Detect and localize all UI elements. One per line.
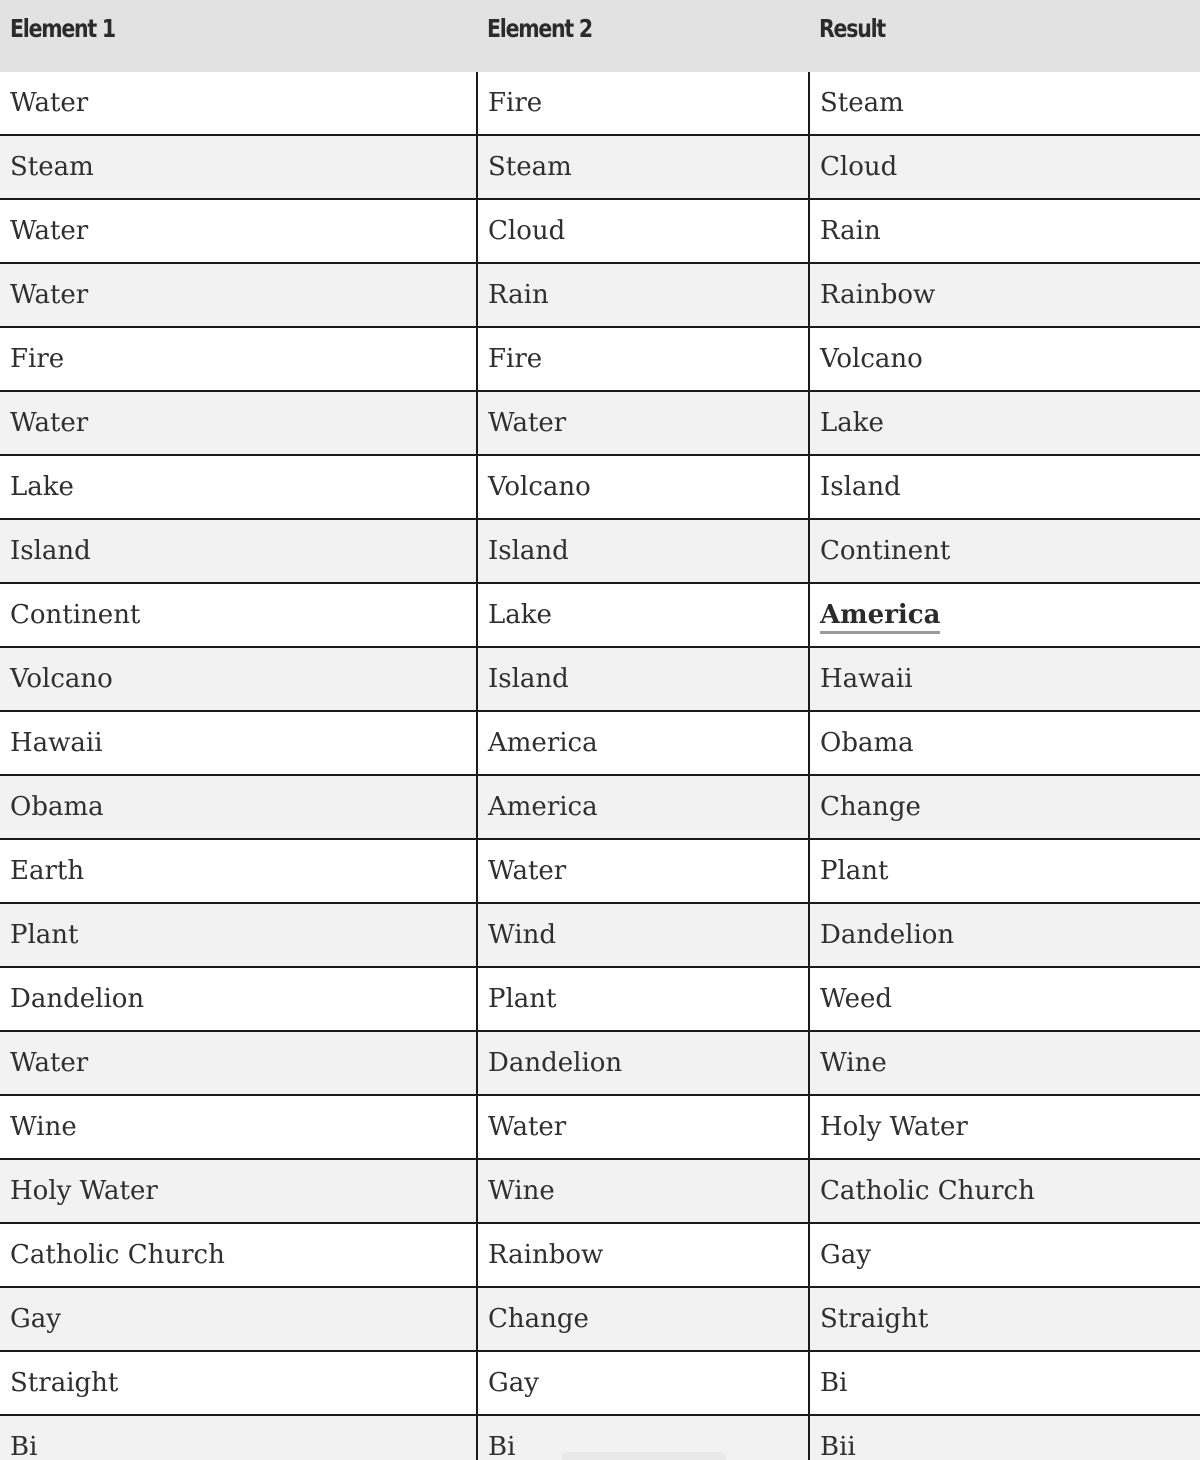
table-row [0, 135, 1200, 199]
table-cell: Cloud [477, 199, 809, 263]
table-cell: Lake [0, 455, 477, 519]
table-cell: Bi [809, 1351, 1200, 1415]
table-cell: Change [477, 1287, 809, 1351]
header-element-1: Element 1 [0, 0, 477, 72]
table-cell: Wine [0, 1095, 477, 1159]
table-cell: Cloud [809, 135, 1200, 199]
table-row [0, 1223, 1200, 1287]
table-body [0, 72, 1200, 1460]
table-cell: Wine [809, 1031, 1200, 1095]
header-row [0, 0, 1200, 72]
table-cell: Rain [809, 199, 1200, 263]
table-cell: Obama [809, 711, 1200, 775]
table-cell: Lake [809, 391, 1200, 455]
table-cell: Dandelion [0, 967, 477, 1031]
table-row [0, 1287, 1200, 1351]
table-cell: Island [0, 519, 477, 583]
header-result: Result [809, 0, 1200, 72]
table-row [0, 1031, 1200, 1095]
table-cell: Plant [809, 839, 1200, 903]
table-cell: Lake [477, 583, 809, 647]
table-row [0, 519, 1200, 583]
table-cell: Change [809, 775, 1200, 839]
table-cell: America [477, 775, 809, 839]
table-cell: Holy Water [809, 1095, 1200, 1159]
table-row [0, 903, 1200, 967]
table-cell: Steam [0, 135, 477, 199]
table-cell: Bi [477, 1415, 809, 1460]
table-cell: Dandelion [477, 1031, 809, 1095]
table-cell: Hawaii [809, 647, 1200, 711]
table-cell: Plant [477, 967, 809, 1031]
table-cell: Water [477, 391, 809, 455]
table-cell: Water [477, 1095, 809, 1159]
table-row [0, 839, 1200, 903]
table-cell: Water [0, 263, 477, 327]
table-cell: Island [477, 647, 809, 711]
table-cell: Volcano [0, 647, 477, 711]
table-cell: Wind [477, 903, 809, 967]
table-cell: Gay [0, 1287, 477, 1351]
table-cell: Volcano [809, 327, 1200, 391]
table-cell: Island [477, 519, 809, 583]
table-row [0, 1159, 1200, 1223]
table-cell: Hawaii [0, 711, 477, 775]
result-link[interactable]: America [820, 600, 940, 634]
table-cell: Steam [477, 135, 809, 199]
table-cell: Rainbow [809, 263, 1200, 327]
table-row [0, 775, 1200, 839]
table-row [0, 711, 1200, 775]
table-cell: Fire [0, 327, 477, 391]
table-cell: Gay [477, 1351, 809, 1415]
table-row [0, 647, 1200, 711]
table-cell: Fire [477, 72, 809, 135]
table-row [0, 967, 1200, 1031]
table-row [0, 263, 1200, 327]
table-cell: Water [0, 72, 477, 135]
table-row [0, 455, 1200, 519]
table-cell: Steam [809, 72, 1200, 135]
table-cell: America [477, 711, 809, 775]
table-cell: Water [0, 391, 477, 455]
table-cell: Bi [0, 1415, 477, 1460]
table-cell: Bii [809, 1415, 1200, 1460]
table-cell: Straight [809, 1287, 1200, 1351]
table-cell: Obama [0, 775, 477, 839]
table-cell: Catholic Church [809, 1159, 1200, 1223]
table-cell: Wine [477, 1159, 809, 1223]
table-cell: Straight [0, 1351, 477, 1415]
table-cell [809, 583, 1200, 647]
table-row [0, 1095, 1200, 1159]
table-cell: Dandelion [809, 903, 1200, 967]
table-cell: Fire [477, 327, 809, 391]
table-cell: Water [0, 199, 477, 263]
table-cell: Holy Water [0, 1159, 477, 1223]
table-row [0, 72, 1200, 135]
table-cell: Water [0, 1031, 477, 1095]
table-cell: Catholic Church [0, 1223, 477, 1287]
table-cell: Island [809, 455, 1200, 519]
table-row [0, 391, 1200, 455]
table-cell: Gay [809, 1223, 1200, 1287]
table-cell: Water [477, 839, 809, 903]
table-cell: Rainbow [477, 1223, 809, 1287]
header-element-2: Element 2 [477, 0, 809, 72]
horizontal-scrollbar[interactable] [562, 1452, 726, 1460]
table-cell: Volcano [477, 455, 809, 519]
table-cell: Weed [809, 967, 1200, 1031]
table-cell: Continent [0, 583, 477, 647]
table-header [0, 0, 1200, 72]
table-row [0, 327, 1200, 391]
table-row [0, 583, 1200, 647]
table-cell: Plant [0, 903, 477, 967]
table-row [0, 1351, 1200, 1415]
table-row [0, 199, 1200, 263]
table-cell: Rain [477, 263, 809, 327]
table-cell: Earth [0, 839, 477, 903]
table-cell: Continent [809, 519, 1200, 583]
